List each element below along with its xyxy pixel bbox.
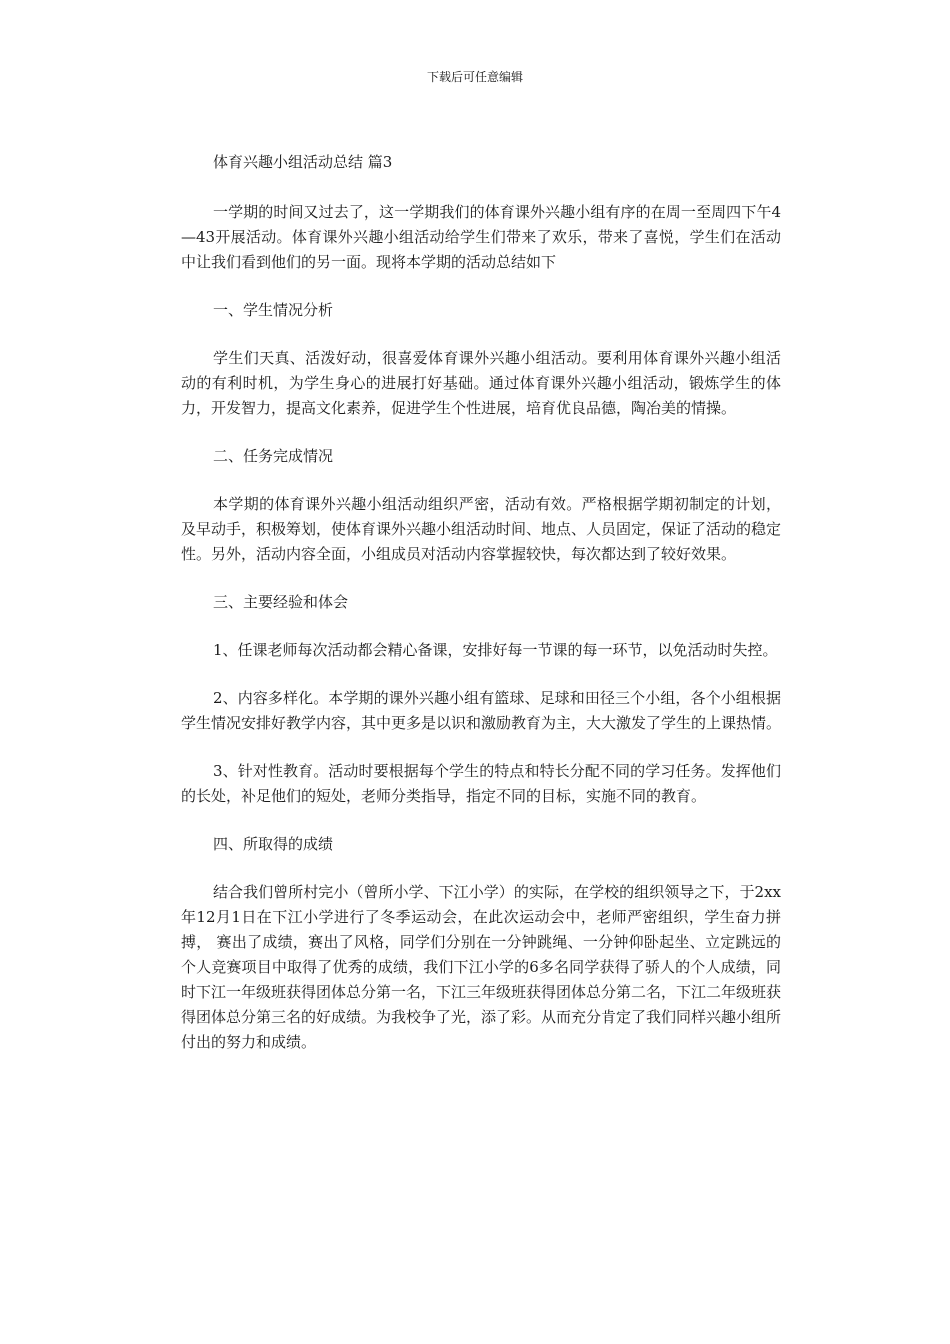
spacer bbox=[181, 323, 781, 346]
section-3-item-3: 3、针对性教育。活动时要根据每个学生的特点和特长分配不同的学习任务。发挥他们的长处，补足他们的短处，老师分类指导，指定不同的目标，实施不同的教育。 bbox=[181, 762, 781, 805]
page-header-note: 下载后可任意编辑 bbox=[426, 70, 523, 84]
spacer bbox=[181, 275, 781, 298]
section-3-item-2: 2、内容多样化。本学期的课外兴趣小组有篮球、足球和田径三个小组，各个小组根据学生情况安排好教学内容，其中更多是以识和激励教育为主，大大激发了学生的上课热情。 bbox=[181, 689, 782, 732]
spacer bbox=[181, 663, 781, 686]
spacer bbox=[181, 736, 781, 759]
spacer bbox=[181, 615, 781, 638]
section-3-heading: 三、主要经验和体会 bbox=[213, 593, 349, 611]
spacer bbox=[181, 567, 781, 590]
document-title: 体育兴趣小组活动总结 篇3 bbox=[213, 153, 393, 171]
spacer bbox=[181, 809, 781, 832]
section-2-heading: 二、任务完成情况 bbox=[213, 447, 334, 465]
section-1-paragraph: 学生们天真、活泼好动，很喜爱体育课外兴趣小组活动。要利用体育课外兴趣小组活动的有利时机，为学生身心的进展打好基础。通过体育课外兴趣小组活动，锻炼学生的体力，开发智力，提高文化素养，促进学生个性进展，培育优良品德，陶冶美的情操。 bbox=[181, 349, 781, 417]
document-body bbox=[181, 150, 781, 1055]
section-2-paragraph: 本学期的体育课外兴趣小组活动组织严密，活动有效。严格根据学期初制定的计划，及早动手，积极筹划，使体育课外兴趣小组活动时间、地点、人员固定，保证了活动的稳定性。另外，活动内容全面，小组成员对活动内容掌握较快，每次都达到了较好效果。 bbox=[181, 495, 782, 563]
spacer bbox=[181, 175, 781, 200]
section-4-heading: 四、所取得的成绩 bbox=[213, 835, 334, 853]
spacer bbox=[181, 421, 781, 444]
intro-paragraph: 一学期的时间又过去了，这一学期我们的体育课外兴趣小组有序的在周一至周四下午4—43开展活动。体育课外兴趣小组活动给学生们带来了欢乐，带来了喜悦，学生们在活动中让我们看到他们的另一面。现将本学期的活动总结如下 bbox=[181, 203, 781, 271]
section-3-item-1: 1、任课老师每次活动都会精心备课，安排好每一节课的每一环节，以免活动时失控。 bbox=[213, 641, 778, 659]
spacer bbox=[181, 469, 781, 492]
spacer bbox=[181, 857, 781, 880]
section-1-heading: 一、学生情况分析 bbox=[213, 301, 334, 319]
section-4-paragraph: 结合我们曾所村完小（曾所小学、下江小学）的实际，在学校的组织领导之下，于2xx年12月1日在下江小学进行了冬季运动会，在此次运动会中，老师严密组织，学生奋力拼搏， 赛出了成绩，赛出了风格，同学们分别在一分钟跳绳、一分钟仰卧起坐、立定跳远的个人竞赛项目中取得了优秀的成绩，我们下江小学的6多名同学获得了骄人的个人成绩，同时下江一年级班获得团体总分第一名，下江三年级班获得团体总分第二名，下江二年级班获得团体总分第三名的好成绩。为我校争了光，添了彩。从而充分肯定了我们同样兴趣小组所付出的努力和成绩。 bbox=[181, 883, 782, 1051]
